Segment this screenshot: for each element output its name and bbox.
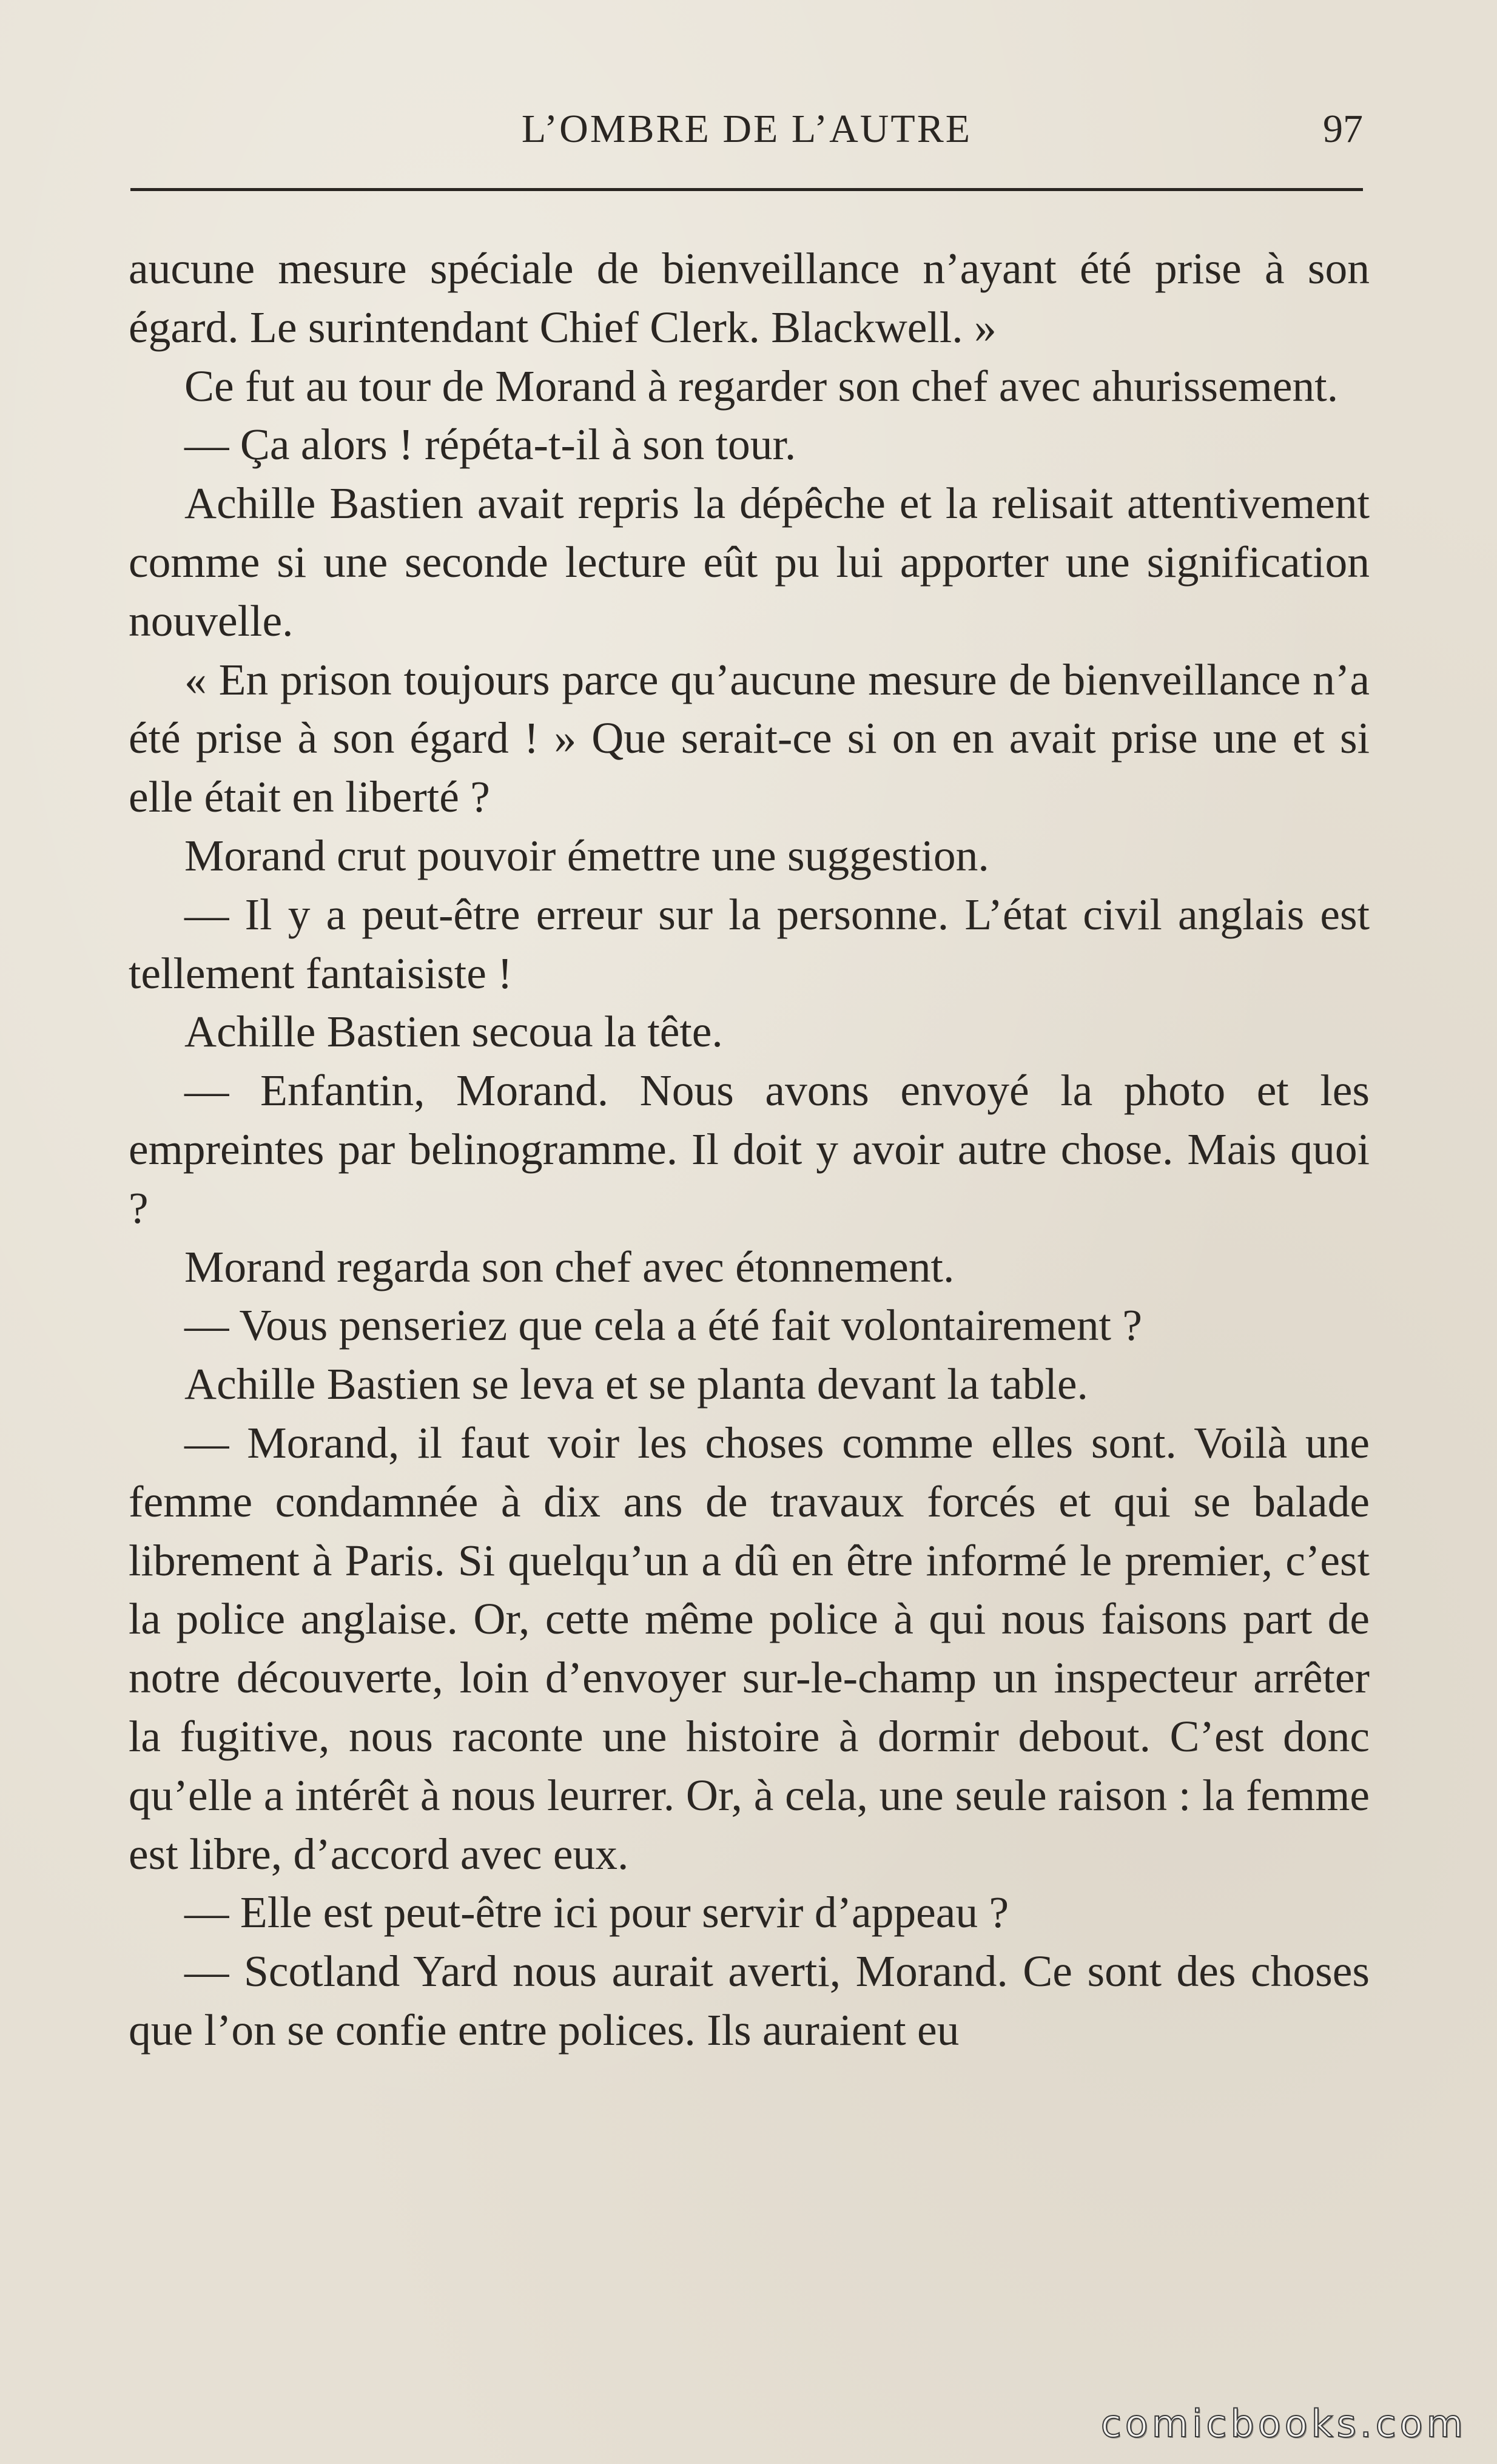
header-rule xyxy=(130,188,1363,191)
dialogue-line: — Ça alors ! répéta-t-il à son tour. xyxy=(184,420,796,470)
paragraph: Achille Bastien se leva et se planta devant la table. xyxy=(184,1359,1088,1409)
dialogue-line: — Elle est peut-être ici pour servir d’appeau ? xyxy=(184,1888,1009,1937)
paragraph-continued: aucune mesure spéciale de bienveillance n’ayant été prise à son égard. Le surintendant Chief Clerk. Blackwell. » xyxy=(129,244,1370,352)
running-head xyxy=(130,102,1363,157)
watermark-logo: comicbooks.com xyxy=(1100,2402,1467,2446)
dialogue-line: — Il y a peut-être erreur sur la personne. L’état civil anglais est tellement fantaisiste ! xyxy=(129,889,1370,998)
paragraph: Ce fut au tour de Morand à regarder son chef avec ahurissement. xyxy=(184,361,1339,411)
paragraph: « En prison toujours parce qu’aucune mesure de bienveillance n’a été prise à son égard ! » Que serait-ce si on en avait prise une et si elle était en liberté ? xyxy=(129,655,1370,822)
paragraph: Achille Bastien avait repris la dépêche et la relisait attentivement comme si une seconde lecture eût pu lui apporter une signification nouvelle. xyxy=(129,479,1370,645)
paragraph: Morand crut pouvoir émettre une suggestion. xyxy=(184,830,989,880)
dialogue-line: — Scotland Yard nous aurait averti, Morand. Ce sont des choses que l’on se confie entre polices. Ils auraient eu xyxy=(129,1947,1370,2055)
paragraph: Achille Bastien secoua la tête. xyxy=(184,1007,723,1057)
running-title: L’OMBRE DE L’AUTRE xyxy=(521,107,972,151)
body-text xyxy=(129,240,1370,2060)
page-number: 97 xyxy=(1323,107,1363,151)
dialogue-line: — Vous penseriez que cela a été fait volontairement ? xyxy=(184,1301,1142,1350)
dialogue-line: — Enfantin, Morand. Nous avons envoyé la photo et les empreintes par belinogramme. Il doit y avoir autre chose. Mais quoi ? xyxy=(129,1066,1370,1233)
paragraph: Morand regarda son chef avec étonnement. xyxy=(184,1242,955,1291)
dialogue-line: — Morand, il faut voir les choses comme elles sont. Voilà une femme condamnée à dix ans de travaux forcés et qui se balade librement à Paris. Si quelqu’un a dû en être informé le premier, c’est la police anglaise. Or, cette même police à qui nous faisons part de notre découverte, loin d’envoyer sur-le-champ un inspecteur arrêter la fugitive, nous raconte une histoire à dormir debout. C’est donc qu’elle a intérêt à nous leurrer. Or, à cela, une seule raison : la femme est libre, d’accord avec eux. xyxy=(129,1418,1370,1879)
